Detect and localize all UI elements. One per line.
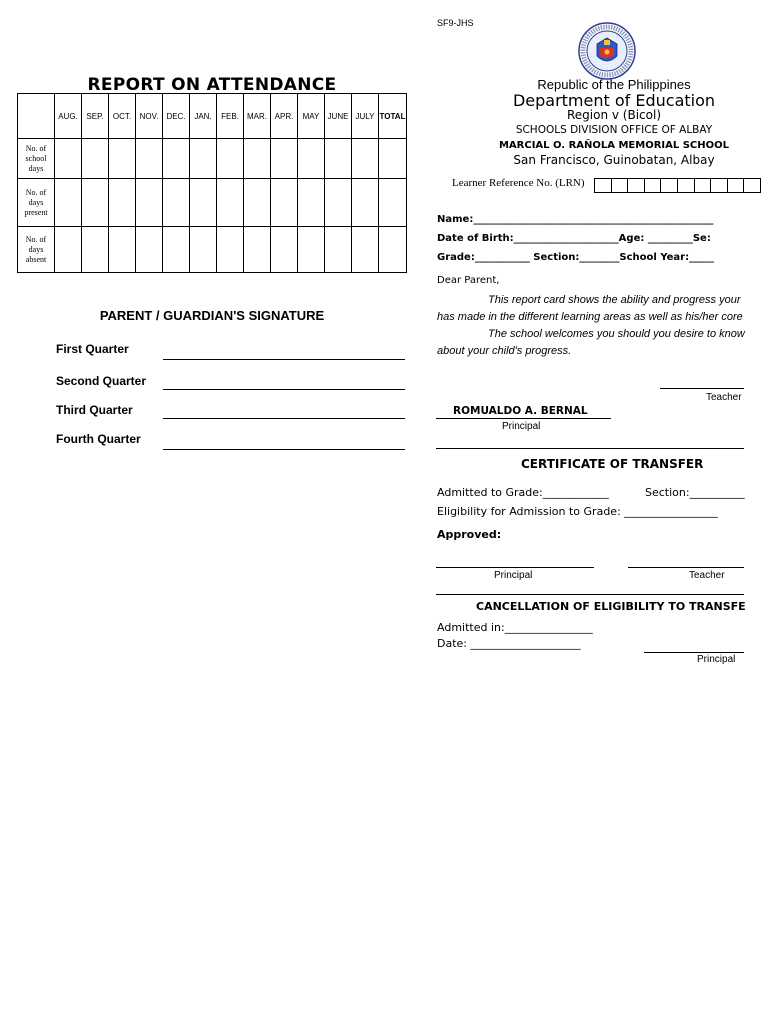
department-line: Department of Education <box>512 91 716 110</box>
division-line: SCHOOLS DIVISION OFFICE OF ALBAY <box>515 124 713 136</box>
attendance-cell[interactable] <box>244 179 271 227</box>
days-present-row <box>18 179 407 227</box>
school-days-row <box>18 139 407 179</box>
attendance-cell[interactable] <box>109 179 136 227</box>
principal-label: Principal <box>502 421 541 432</box>
days-absent-row <box>18 227 407 273</box>
month-header: SEP. <box>82 94 109 139</box>
month-header: NOV. <box>136 94 163 139</box>
grade-section-year-field[interactable]: Grade:___________ Section:________School Year:_____ <box>437 252 715 263</box>
cancel-principal-label: Principal <box>697 654 736 665</box>
attendance-cell[interactable] <box>55 227 82 273</box>
second-quarter-label: Second Quarter <box>56 374 147 388</box>
principal-name: ROMUALDO A. BERNAL <box>453 405 588 417</box>
attendance-cell[interactable] <box>325 227 352 273</box>
attendance-cell[interactable] <box>298 227 325 273</box>
fourth-quarter-label: Fourth Quarter <box>56 432 141 446</box>
attendance-cell[interactable] <box>271 179 298 227</box>
cert-principal-label: Principal <box>494 570 533 581</box>
letter-line-2: has made in the different learning areas as well as his/her core <box>437 311 743 323</box>
attendance-cell[interactable] <box>82 179 109 227</box>
attendance-cell[interactable] <box>352 139 379 179</box>
month-header: MAY <box>298 94 325 139</box>
attendance-cell[interactable] <box>136 227 163 273</box>
birth-age-field[interactable]: Date of Birth:_____________________Age: _________Se: <box>437 233 711 244</box>
section-field[interactable]: Section:__________ <box>645 486 745 499</box>
month-header: JULY <box>352 94 379 139</box>
month-header: FEB. <box>217 94 244 139</box>
attendance-cell[interactable] <box>136 179 163 227</box>
lrn-digit-box[interactable] <box>744 178 761 193</box>
cert-teacher-label: Teacher <box>689 570 725 581</box>
attendance-cell[interactable] <box>271 227 298 273</box>
lrn-digit-box[interactable] <box>628 178 645 193</box>
attendance-cell[interactable] <box>190 227 217 273</box>
attendance-cell[interactable] <box>82 227 109 273</box>
lrn-digit-box[interactable] <box>645 178 662 193</box>
attendance-cell[interactable] <box>190 139 217 179</box>
letter-line-1: This report card shows the ability and progress your <box>488 294 741 306</box>
first-quarter-label: First Quarter <box>56 342 129 356</box>
attendance-cell[interactable] <box>352 227 379 273</box>
attendance-header-row <box>18 94 407 139</box>
lrn-digit-box[interactable] <box>711 178 728 193</box>
second-quarter-signature-line[interactable] <box>163 389 405 390</box>
lrn-digit-box[interactable] <box>728 178 745 193</box>
attendance-cell[interactable] <box>109 139 136 179</box>
attendance-cell[interactable] <box>55 179 82 227</box>
principal-signature-line <box>436 418 611 419</box>
attendance-cell[interactable] <box>163 179 190 227</box>
attendance-cell[interactable] <box>298 179 325 227</box>
section-divider-2 <box>436 594 744 595</box>
cert-principal-signature-line[interactable] <box>436 567 594 568</box>
attendance-cell[interactable] <box>379 179 407 227</box>
signature-title: PARENT / GUARDIAN'S SIGNATURE <box>99 308 325 323</box>
attendance-table <box>17 93 407 273</box>
attendance-cell[interactable] <box>325 139 352 179</box>
attendance-cell[interactable] <box>136 139 163 179</box>
attendance-cell[interactable] <box>217 227 244 273</box>
lrn-digit-box[interactable] <box>695 178 712 193</box>
attendance-cell[interactable] <box>217 139 244 179</box>
month-header: AUG. <box>55 94 82 139</box>
attendance-cell[interactable] <box>379 227 407 273</box>
attendance-cell[interactable] <box>190 179 217 227</box>
letter-salutation: Dear Parent, <box>437 275 500 286</box>
attendance-cell[interactable] <box>244 227 271 273</box>
lrn-label: Learner Reference No. (LRN) <box>452 177 585 189</box>
attendance-cell[interactable] <box>109 227 136 273</box>
school-name: MARCIAL O. RAÑOLA MEMORIAL SCHOOL <box>498 140 730 151</box>
cert-teacher-signature-line[interactable] <box>628 567 744 568</box>
fourth-quarter-signature-line[interactable] <box>163 449 405 450</box>
region-line: Region v (Bicol) <box>566 108 661 122</box>
row-label: No. of days present <box>18 179 55 227</box>
cancellation-date-field[interactable]: Date: ____________________ <box>437 637 581 650</box>
attendance-cell[interactable] <box>352 179 379 227</box>
total-header: TOTAL <box>379 94 407 139</box>
attendance-title: REPORT ON ATTENDANCE <box>87 75 337 95</box>
lrn-input[interactable] <box>594 178 761 192</box>
month-header: JUNE <box>325 94 352 139</box>
month-header: JAN. <box>190 94 217 139</box>
admitted-in-field[interactable]: Admitted in:________________ <box>437 621 593 634</box>
month-header: DEC. <box>163 94 190 139</box>
third-quarter-signature-line[interactable] <box>163 418 405 419</box>
letter-line-3: The school welcomes you should you desire to know <box>488 328 745 340</box>
attendance-cell[interactable] <box>379 139 407 179</box>
month-header: OCT. <box>109 94 136 139</box>
first-quarter-signature-line[interactable] <box>163 359 405 360</box>
cancellation-title: CANCELLATION OF ELIGIBILITY TO TRANSFE <box>476 600 746 613</box>
form-code: SF9-JHS <box>437 18 474 28</box>
school-address: San Francisco, Guinobatan, Albay <box>513 153 715 167</box>
corner-cell <box>18 94 55 139</box>
attendance-cell[interactable] <box>217 179 244 227</box>
letter-line-4: about your child's progress. <box>437 345 572 357</box>
approved-label: Approved: <box>437 528 502 541</box>
name-field[interactable]: Name:________________________________________________ <box>437 214 714 225</box>
certificate-title: CERTIFICATE OF TRANSFER <box>521 457 704 471</box>
attendance-cell[interactable] <box>325 179 352 227</box>
attendance-cell[interactable] <box>298 139 325 179</box>
teacher-signature-line[interactable] <box>660 388 744 389</box>
attendance-cell[interactable] <box>271 139 298 179</box>
cancel-principal-signature-line[interactable] <box>644 652 744 653</box>
row-label: No. of school days <box>18 139 55 179</box>
month-header: MAR. <box>244 94 271 139</box>
republic-line: Republic of the Philippines <box>537 77 691 92</box>
section-divider <box>436 448 744 449</box>
month-header: APR. <box>271 94 298 139</box>
lrn-digit-box[interactable] <box>678 178 695 193</box>
deped-seal-icon <box>578 22 636 80</box>
attendance-cell[interactable] <box>163 227 190 273</box>
attendance-cell[interactable] <box>82 139 109 179</box>
attendance-cell[interactable] <box>55 139 82 179</box>
admitted-grade-field[interactable]: Admitted to Grade:____________ <box>437 486 609 499</box>
attendance-cell[interactable] <box>163 139 190 179</box>
lrn-digit-box[interactable] <box>661 178 678 193</box>
row-label: No. of days absent <box>18 227 55 273</box>
third-quarter-label: Third Quarter <box>56 403 133 417</box>
attendance-cell[interactable] <box>244 139 271 179</box>
lrn-digit-box[interactable] <box>594 178 612 193</box>
teacher-label: Teacher <box>706 392 742 403</box>
lrn-digit-box[interactable] <box>612 178 629 193</box>
eligibility-field[interactable]: Eligibility for Admission to Grade: _________________ <box>437 505 718 518</box>
